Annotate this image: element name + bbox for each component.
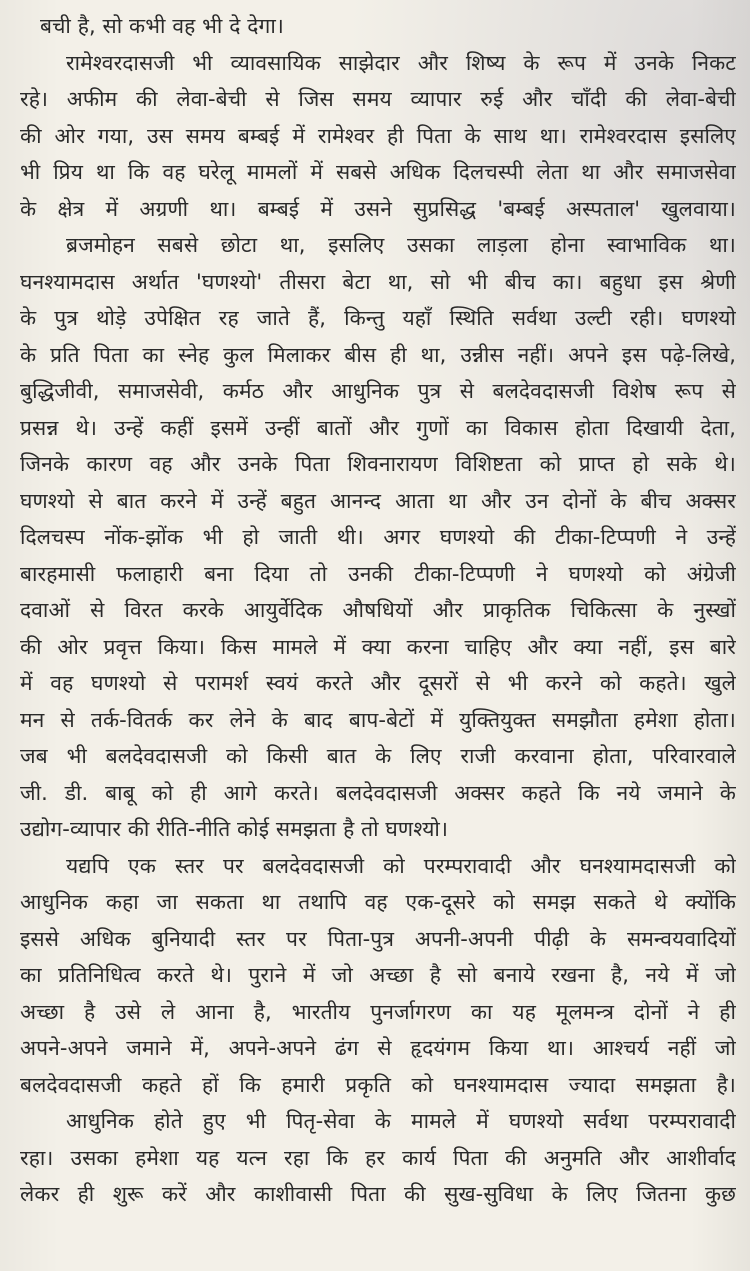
paragraph-2 (20, 45, 736, 228)
text-line: ब्रजमोहन सबसे छोटा था, इसलिए उसका लाड़ला होना स्वाभाविक था। (66, 233, 736, 257)
text-line: जिनके कारण वह और उनके पिता शिवनारायण विशिष्टता को प्राप्त हो सके थे। (20, 452, 736, 476)
text-line: अच्छा है उसे ले आना है, भारतीय पुनर्जागरण का यह मूलमन्त्र दोनों ने ही (20, 999, 736, 1024)
text-line: घनश्यामदास अर्थात 'घणश्यो' तीसरा बेटा था, सो भी बीच का। बहुधा इस श्रेणी (20, 269, 736, 294)
text-line: दवाओं से विरत करके आयुर्वेदिक औषधियों और प्राकृतिक चिकित्सा के नुस्खों (20, 598, 736, 622)
paragraph-3 (20, 227, 736, 848)
text-line: जी. डी. बाबू को ही आगे करते। बलदेवदासजी अक्सर कहते कि नये जमाने के (20, 780, 736, 805)
text-line: उद्योग-व्यापार की रीति-नीति कोई समझता है तो घणश्यो। (20, 817, 449, 841)
text-line: रहा। उसका हमेशा यह यत्न रहा कि हर कार्य पिता की अनुमति और आशीर्वाद (20, 1145, 736, 1170)
text-line: का प्रतिनिधित्व करते थे। पुराने में जो अच्छा है सो बनाये रखना है, नये में जो (20, 963, 736, 987)
text-line: दिलचस्प नोंक-झोंक भी हो जाती थी। अगर घणश्यो की टीका-टिप्पणी ने उन्हें (20, 525, 736, 549)
paragraph-4 (20, 848, 736, 1104)
text-line: की ओर गया, उस समय बम्बई में रामेश्वर ही पिता के साथ था। रामेश्वरदास इसलिए (20, 123, 736, 148)
paragraph-1 (20, 8, 736, 45)
text-line: घणश्यो से बात करने में उन्हें बहुत आनन्द आता था और उन दोनों के बीच अक्सर (20, 488, 736, 513)
text-line: लेकर ही शुरू करें और काशीवासी पिता की सुख-सुविधा के लिए जितना कुछ (20, 1182, 736, 1206)
text-line: के क्षेत्र में अग्रणी था। बम्बई में उसने सुप्रसिद्ध 'बम्बई अस्पताल' खुलवाया। (20, 196, 736, 221)
text-line: जब भी बलदेवदासजी को किसी बात के लिए राजी करवाना होता, परिवारवाले (20, 744, 736, 768)
text-line: मन से तर्क-वितर्क कर लेने के बाद बाप-बेटों में युक्तियुक्त समझौता हमेशा होता। (20, 707, 736, 732)
text-line: इससे अधिक बुनियादी स्तर पर पिता-पुत्र अपनी-अपनी पीढ़ी के समन्वयवादियों (20, 926, 736, 951)
text-line: यद्यपि एक स्तर पर बलदेवदासजी को परम्परावादी और घनश्यामदासजी को (66, 853, 736, 878)
text-line: बुद्धिजीवी, समाजसेवी, कर्मठ और आधुनिक पुत्र से बलदेवदासजी विशेष रूप से (20, 379, 736, 403)
text-line: रामेश्वरदासजी भी व्यावसायिक साझेदार और शिष्य के रूप में उनके निकट (66, 50, 736, 75)
text-line: आधुनिक होते हुए भी पितृ-सेवा के मामले में घणश्यो सर्वथा परम्परावादी (66, 1109, 736, 1133)
text-line: रहे। अफीम की लेवा-बेची से जिस समय व्यापार रुई और चाँदी की लेवा-बेची (20, 87, 736, 111)
text-line: के पुत्र थोड़े उपेक्षित रह जाते हैं, किन्तु यहाँ स्थिति सर्वथा उल्टी रही। घणश्यो (20, 306, 736, 330)
text-line: की ओर प्रवृत्त किया। किस मामले में क्या करना चाहिए और क्या नहीं, इस बारे (20, 634, 736, 659)
text-line: भी प्रिय था कि वह घरेलू मामलों में सबसे अधिक दिलचस्पी लेता था और समाजसेवा (20, 160, 736, 184)
text-line: अपने-अपने जमाने में, अपने-अपने ढंग से हृदयंगम किया था। आश्चर्य नहीं जो (20, 1036, 736, 1060)
paragraph-5 (20, 1103, 736, 1213)
text-line: प्रसन्न थे। उन्हें कहीं इसमें उन्हीं बातों और गुणों का विकास होता दिखायी देता, (20, 415, 736, 440)
text-line: के प्रति पिता का स्नेह कुल मिलाकर बीस ही था, उन्नीस नहीं। अपने इस पढ़े-लिखे, (20, 342, 736, 367)
text-line: बारहमासी फलाहारी बना दिया तो उनकी टीका-टिप्पणी ने घणश्यो को अंग्रेजी (20, 561, 736, 586)
text-line: बची है, सो कभी वह भी दे देगा। (40, 14, 284, 38)
text-line: में वह घणश्यो से परामर्श स्वयं करते और दूसरों से भी करने को कहते। खुले (20, 671, 736, 695)
text-line: आधुनिक कहा जा सकता था तथापि वह एक-दूसरे को समझ सकते थे क्योंकि (20, 890, 736, 914)
text-line: बलदेवदासजी कहते हों कि हमारी प्रकृति को घनश्यामदास ज्यादा समझता है। (20, 1072, 736, 1097)
